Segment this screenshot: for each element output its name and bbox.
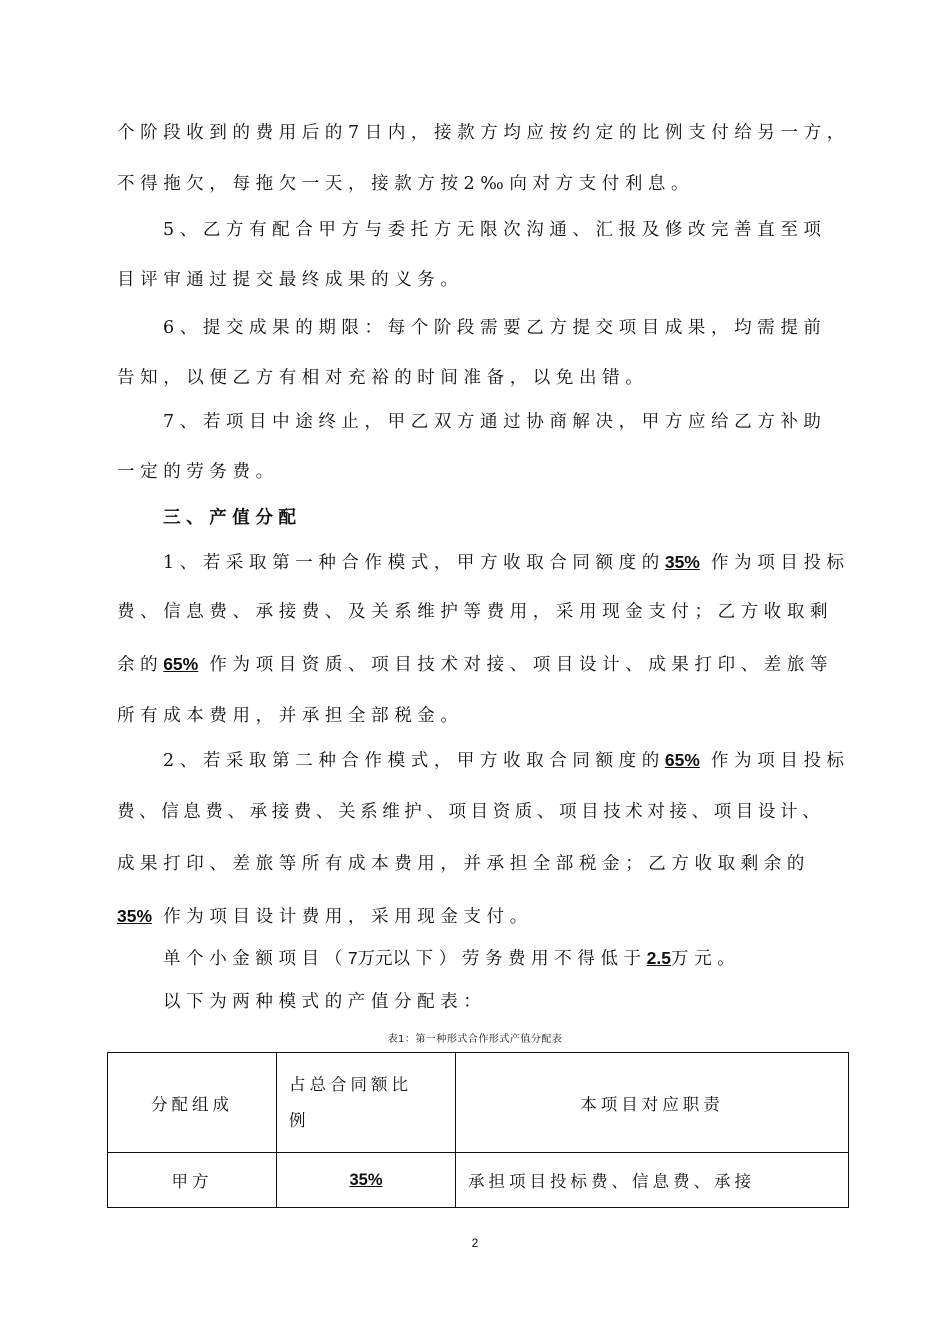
header-ratio — [277, 1053, 456, 1153]
text: 作为项目设计费用，采用现金支付。 — [163, 907, 533, 927]
paragraph-line — [117, 904, 852, 929]
table-caption: 表1：第一种形式合作形式产值分配表 — [387, 1034, 563, 1045]
paragraph-line: 费、信息费、承接费、及关系维护等费用，采用现金支付；乙方收取剩 — [117, 602, 834, 622]
highlight-amount: 2.5 — [646, 948, 671, 968]
minimum-fee-note — [163, 946, 853, 971]
cell-ratio — [277, 1153, 456, 1208]
clause-1 — [163, 550, 853, 575]
text: 作为项目投标 — [711, 751, 850, 771]
paragraph-line: 不得拖欠，每拖欠一天，接款方按2‰向对方支付利息。 — [117, 174, 695, 194]
section-heading: 三、产值分配 — [163, 508, 302, 528]
table-intro: 以下为两种模式的产值分配表： — [163, 992, 487, 1012]
paragraph-line: 一定的劳务费。 — [117, 462, 279, 482]
paragraph-line — [117, 652, 852, 677]
paragraph-line: 告知，以便乙方有相对充裕的时间准备，以免出错。 — [117, 368, 649, 388]
clause-7: 7、若项目中途终止，甲乙双方通过协商解决，甲方应给乙方补助 — [163, 412, 827, 432]
text: 余的 — [117, 655, 164, 675]
highlight-percent: 35% — [664, 552, 700, 572]
header-allocation: 分配组成 — [108, 1053, 277, 1153]
text: 万元。 — [670, 949, 741, 969]
allocation-table — [107, 1052, 849, 1208]
header-ratio-line1: 占总合同额比 — [289, 1074, 412, 1094]
clause-2 — [163, 748, 853, 773]
paragraph-line: 个阶段收到的费用后的7日内，接款方均应按约定的比例支付给另一方， — [117, 123, 850, 143]
highlight-percent: 65% — [163, 654, 199, 674]
ratio-value: 35% — [349, 1170, 383, 1189]
table-header-row — [108, 1053, 849, 1153]
highlight-percent: 35% — [117, 906, 153, 926]
highlight-percent: 65% — [664, 750, 700, 770]
paragraph-line: 成果打印、差旅等所有成本费用，并承担全部税金；乙方收取剩余的 — [117, 854, 810, 874]
text: 1、若采取第一种合作模式，甲方收取合同额度的 — [163, 553, 665, 573]
text: 2、若采取第二种合作模式，甲方收取合同额度的 — [163, 751, 665, 771]
amount: 7万元 — [347, 948, 393, 968]
page-number: 2 — [471, 1236, 479, 1250]
text: 作为项目投标 — [711, 553, 850, 573]
table-row — [108, 1153, 849, 1208]
clause-6: 6、提交成果的期限：每个阶段需要乙方提交项目成果，均需提前 — [163, 318, 827, 338]
header-ratio-line2: 例 — [289, 1110, 310, 1130]
text: 作为项目资质、项目技术对接、项目设计、成果打印、差旅等 — [209, 655, 834, 675]
text: 单个小金额项目（ — [163, 949, 348, 969]
header-duty: 本项目对应职责 — [456, 1053, 849, 1153]
paragraph-line: 目评审通过提交最终成果的义务。 — [117, 270, 464, 290]
clause-5: 5、乙方有配合甲方与委托方无限次沟通、汇报及修改完善直至项 — [163, 220, 827, 240]
paragraph-line: 所有成本费用，并承担全部税金。 — [117, 706, 464, 726]
cell-duty: 承担项目投标费、信息费、承接 — [456, 1153, 849, 1208]
paragraph-line: 费、信息费、承接费、关系维护、项目资质、项目技术对接、项目设计、 — [117, 802, 825, 822]
cell-party: 甲方 — [108, 1153, 277, 1208]
text: 以下）劳务费用不得低于 — [392, 949, 647, 969]
